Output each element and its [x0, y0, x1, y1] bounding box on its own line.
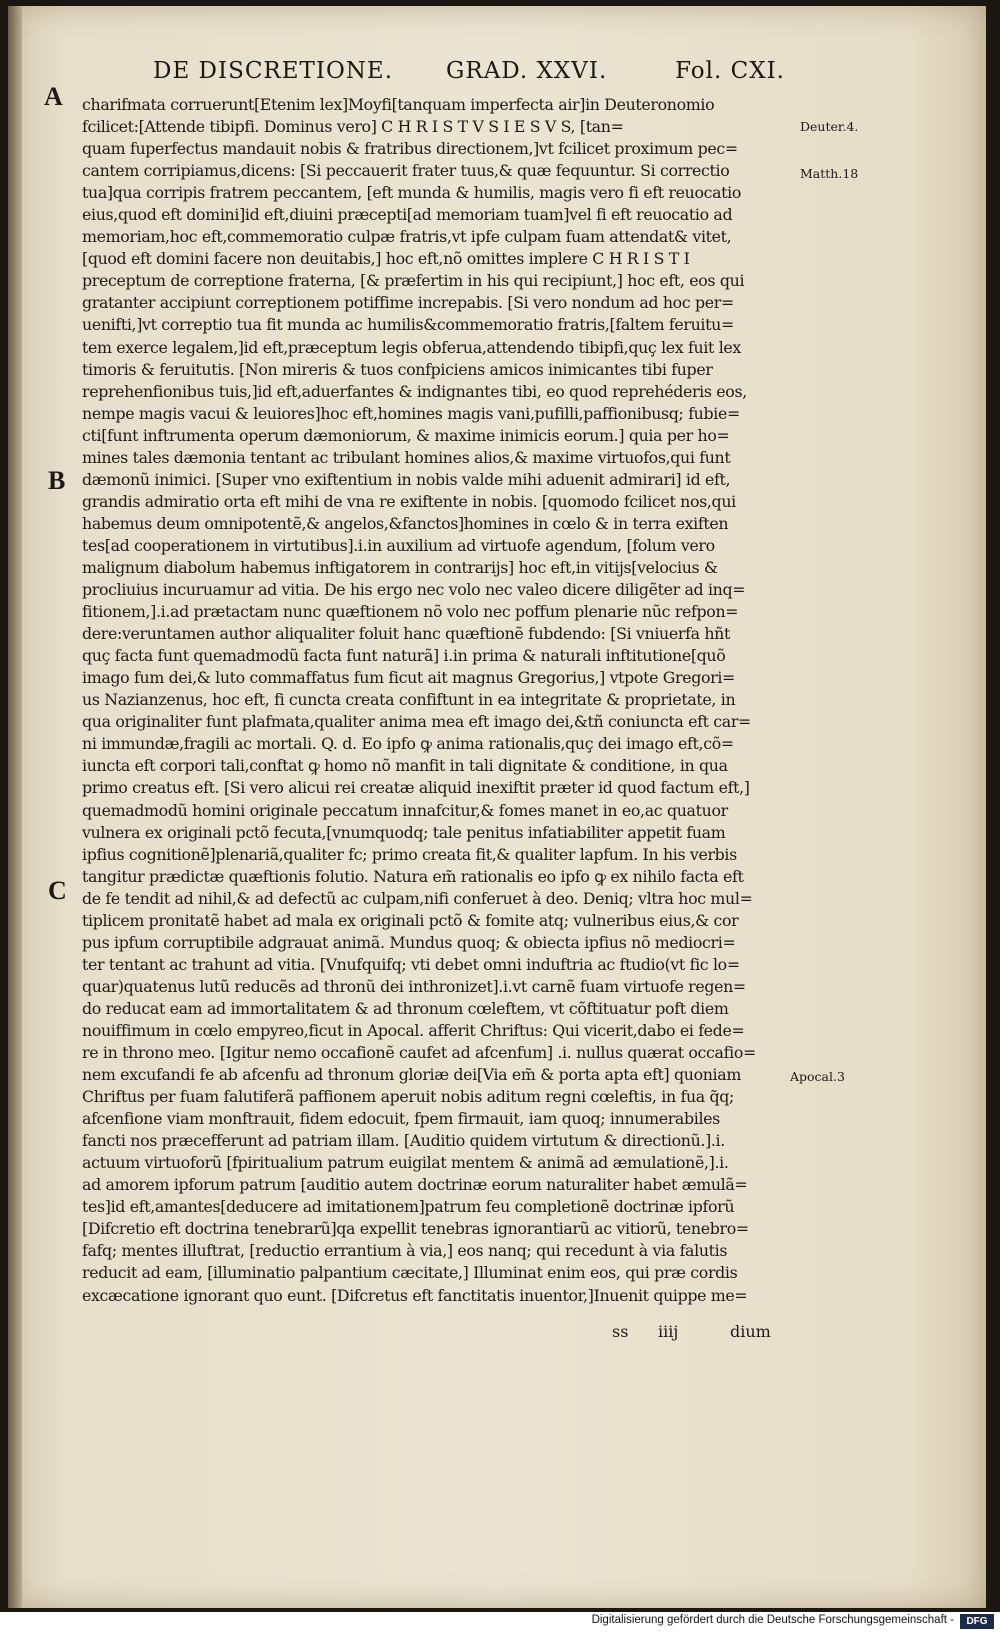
body-text [82, 94, 796, 1307]
text-line: re in throno meo. [Igitur nemo occafionẽ caufet ad afcenfum] .i. nullus quærat occafio= [82, 1043, 756, 1063]
text-line: do reducat eam ad immortalitatem & ad thronum cœleftem, vt cõftituatur poft diem [82, 998, 729, 1018]
text-line: Chriftus per fuam falutiferã paffionem aperuit nobis aditum regni cœleftis, in fua q̃q; [82, 1087, 735, 1107]
text-line: malignum diabolum habemus inftigatorem in contrarijs] hoc eft,in vitijs[velocius & [82, 557, 718, 577]
text-line: fitionem,].i.ad prætactam nunc quæftionem nõ volo nec poffum plenarie nũc refpon= [82, 602, 739, 622]
text-line: imago fum dei,& luto commaffatus fum ficut ait magnus Gregorius,] vtpote Gregori= [82, 668, 735, 688]
header-folio: Fol. CXI. [675, 58, 785, 84]
text-line: us Nazianzenus, hoc eft, fi cuncta creata confiftunt in ea integritate & proprietate, in [82, 690, 736, 710]
text-line: [Difcretio eft doctrina tenebrarũ]qa expellit tenebras ignorantiarũ ac vitiorũ, tenebro= [82, 1219, 749, 1239]
text-line: cantem corripiamus,dicens: [Si peccauerit frater tuus,& quæ fequuntur. Si correctio [82, 161, 730, 181]
text-line: tiplicem pronitatẽ habet ad mala ex originali pctõ & fomite atq; vulneribus eius,& cor [82, 910, 739, 930]
text-line: primo creatus eft. [Si vero alicui rei creatæ aliquid inexiftit præter id quod factum eft,] [82, 778, 750, 798]
text-line: fafq; mentes illuftrat, [reductio errantium à via,] eos nanq; qui recedunt à via falutis [82, 1241, 728, 1261]
text-line: quam fuperfectus mandauit nobis & fratribus directionem,]vt fcilicet proximum pec= [82, 139, 738, 159]
margin-note-apocal: Apocal.3 [790, 1069, 845, 1084]
page-binding-edge [8, 6, 22, 1608]
text-line: ipfius cognitionẽ]plenariã,qualiter fc; primo creata fit,& qualiter lapfum. In his verbis [82, 844, 737, 864]
text-line: dæmonũ inimici. [Super vno exiftentium in nobis valde mihi aduenit admirari] id eft, [82, 469, 731, 489]
header-grade: GRAD. XXVI. [446, 58, 608, 84]
text-line: tua]qua corripis fratrem peccantem, [eft munda & humilis, magis vero fi eft reuocatio [82, 183, 742, 203]
text-line: quemadmodũ homini originale peccatum innafcitur,& fomes manet in eo,ac quatuor [82, 800, 728, 820]
text-line: mines tales dæmonia tentant ac tribulant homines alios,& maxime virtuofos,qui funt [82, 447, 731, 467]
text-line: afcenfione viam monftrauit, fidem edocuit, fpem firmauit, iam quoq; innumerabiles [82, 1109, 720, 1129]
text-line: timoris & feruitutis. [Non mireris & tuos confpiciens amicos inimicantes tibi fuper [82, 359, 713, 379]
catchword: dium [730, 1322, 771, 1341]
margin-note-deuter: Deuter.4. [800, 119, 859, 134]
dfg-logo: DFG [960, 1614, 994, 1629]
text-line: habemus deum omnipotentẽ,& angelos,&fanctos]homines in cœlo & in terra exiften [82, 513, 729, 533]
text-line: nempe magis vacui & leuiores]hoc eft,homines magis vani,pufilli,paffionibusq; fubie= [82, 403, 740, 423]
text-line: tangitur prædictæ quæftionis folutio. Natura em̃ rationalis eo ipfo ꝙ ex nihilo facta eft [82, 866, 744, 886]
section-letter-b: B [48, 466, 66, 495]
text-line: gratanter accipiunt correptionem potiffime increpabis. [Si vero nondum ad hoc per= [82, 293, 734, 313]
text-line: uenifti,]vt correptio tua fit munda ac humilis&commemoratio fratris,[faltem feruitu= [82, 315, 734, 335]
footer-bar [0, 1612, 1000, 1632]
text-line: quar)quatenus lutũ reducẽs ad thronũ dei inthronizet].i.vt carnẽ fuam virtuofe regen= [82, 976, 746, 996]
text-line: tem exerce legalem,]id eft,præceptum legis obferua,attendendo tibipfi,quç lex fuit lex [82, 337, 741, 357]
text-line: qua originaliter funt plafmata,qualiter anima mea eft imago dei,&tñ coniuncta eft car= [82, 712, 751, 732]
text-line: iuncta eft corpori tali,conftat ꝙ homo nõ manfit in tali dignitate & conditione, in qua [82, 756, 728, 776]
text-line: fcilicet:[Attende tibipfi. Dominus vero] C H R I S T V S I E S V S, [tan= [82, 117, 624, 137]
text-line: ad amorem ipforum patrum [auditio autem doctrinæ eorum naturaliter habet æmulã= [82, 1175, 748, 1195]
signature-line [612, 1322, 772, 1346]
text-line: preceptum de correptione fraterna, [& præfertim in his qui recipiunt,] hoc eft, eos qui [82, 271, 745, 291]
text-line: quç facta funt quemadmodũ facta funt naturã] i.in prima & naturali inftitutione[quõ [82, 646, 726, 666]
text-line: cti[funt inftrumenta operum dæmoniorum, & maxime inimicis eorum.] quia per ho= [82, 425, 730, 445]
text-line: de fe tendit ad nihil,& ad defectũ ac culpam,nifi conferuet à deo. Deniq; vltra hoc mul= [82, 888, 753, 908]
text-line: nouiffimum in cœlo empyreo,ficut in Apocal. afferit Chriftus: Qui vicerit,dabo ei fede= [82, 1020, 745, 1040]
running-header [153, 58, 785, 94]
text-line: pus ipfum corruptibile adgrauat animã. Mundus quoq; & obiecta ipfius nõ mediocri= [82, 932, 736, 952]
signature-leaf: iiij [658, 1322, 679, 1341]
text-line: vulnera ex originali pctõ fecuta,[vnumquodq; tale penitus infatiabiliter appetit fuam [82, 822, 726, 842]
text-line: fancti nos præcefferunt ad patriam illam. [Auditio quidem virtutum & directionũ.].i. [82, 1131, 725, 1151]
text-line: grandis admiratio orta eft mihi de vna re exiftente in nobis. [quomodo fcilicet nos,qui [82, 491, 736, 511]
text-line: tes]id eft,amantes[deducere ad imitationem]patrum feu completionẽ doctrinæ ipforũ [82, 1197, 735, 1217]
text-line: memoriam,hoc eft,commemoratio culpæ fratris,vt ipfe culpam fuam attendat& vitet, [82, 227, 732, 247]
text-line: dere:veruntamen author aliqualiter foluit hanc quæftionẽ fubdendo: [Si vniuerfa hñt [82, 624, 730, 644]
text-line: ter tentant ac trahunt ad vitia. [Vnufquifq; vti debet omni induftria ac ftudio(vt fic lo= [82, 954, 740, 974]
margin-note-matth: Matth.18 [800, 166, 859, 181]
text-line: eius,quod eft domini]id eft,diuini præcepti[ad memoriam tuam]vel fi eft reuocatio ad [82, 205, 733, 225]
text-line: nem excufandi fe ab afcenfu ad thronum gloriæ dei[Via em̃ & porta apta eft] quoniam [82, 1065, 741, 1085]
section-letter-c: C [48, 876, 67, 905]
text-line: tes[ad cooperationem in virtutibus].i.in auxilium ad virtuofe agendum, [folum vero [82, 535, 715, 555]
text-line: ni immundæ,fragili ac mortali. Q. d. Eo ipfo ꝙ anima rationalis,quç dei imago eft,cõ= [82, 734, 734, 754]
section-letter-a: A [44, 82, 63, 111]
text-line: procliuius incuruamur ad vitia. De his ergo nec volo nec valeo dicere diligẽter ad inq= [82, 580, 746, 600]
text-line: reprehenfionibus tuis,]id eft,aduerfantes & indignantes tibi, eo quod reprehéderis eos, [82, 381, 747, 401]
text-line: [quod eft domini facere non deuitabis,] hoc eft,nõ omittes implere C H R I S T I [82, 249, 690, 269]
footer-credit: Digitalisierung gefördert durch die Deutsche Forschungsgemeinschaft - [591, 1614, 954, 1626]
text-line: charifmata corruerunt[Etenim lex]Moyfi[tanquam imperfecta air]in Deuteronomio [82, 95, 715, 114]
text-line: excæcatione ignorant quo eunt. [Difcretus eft fanctitatis inuentor,]Inuenit quippe me= [82, 1285, 748, 1305]
header-title: DE DISCRETIONE. [153, 58, 394, 84]
signature-mark: ss [612, 1322, 629, 1341]
book-page [8, 6, 986, 1608]
text-line: actuum virtuoforũ [fpiritualium patrum euigilat mentem & animã ad æmulationẽ,].i. [82, 1153, 729, 1173]
text-line: reducit ad eam, [illuminatio palpantium cæcitate,] Illuminat enim eos, qui præ cordis [82, 1263, 738, 1283]
